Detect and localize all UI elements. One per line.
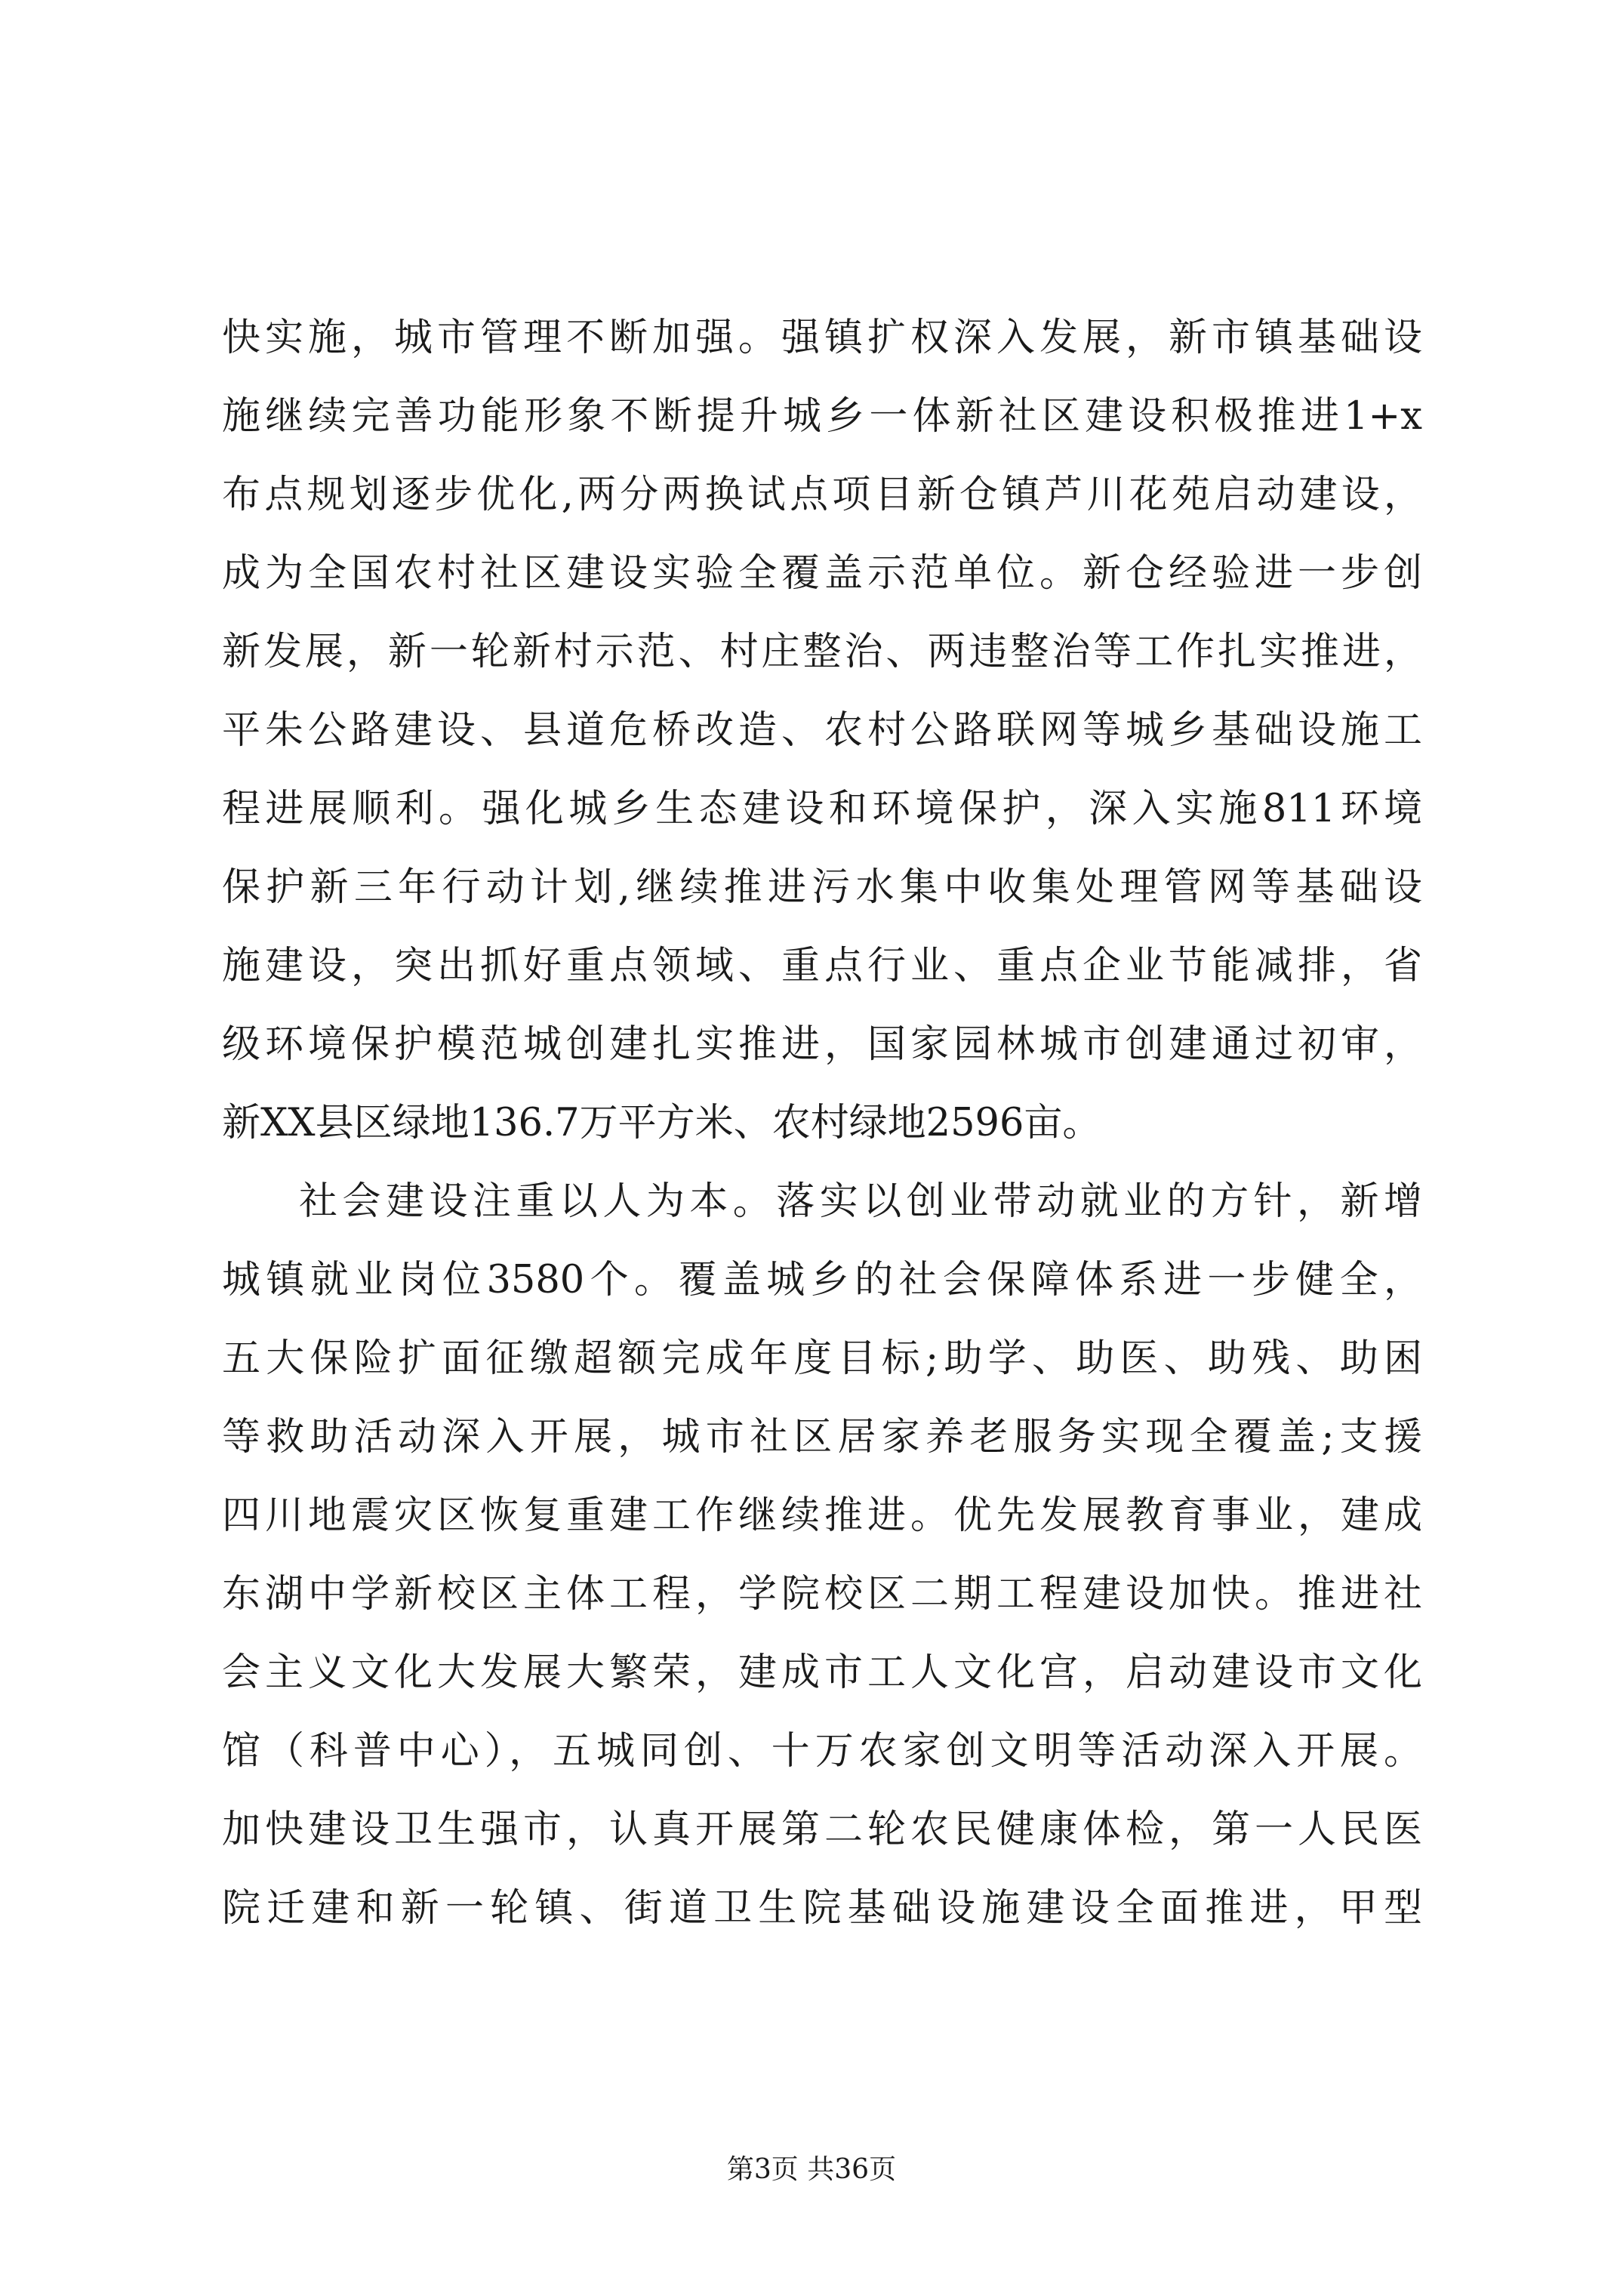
paragraph-1-line-8: 保护新三年行动计划,继续推进污水集中收集处理管网等基础设 xyxy=(222,865,1422,910)
paragraph-1-line-3: 布点规划逐步优化,两分两换试点项目新仓镇芦川花苑启动建设， xyxy=(222,473,1422,517)
paragraph-1-line-5: 新发展，新一轮新村示范、村庄整治、两违整治等工作扎实推进， xyxy=(222,630,1422,674)
paragraph-2-line-6: 东湖中学新校区主体工程，学院校区二期工程建设加快。推进社 xyxy=(222,1572,1422,1616)
paragraph-2-line-10: 院迁建和新一轮镇、街道卫生院基础设施建设全面推进，甲型 xyxy=(222,1886,1422,1931)
paragraph-1-line-6: 平朱公路建设、县道危桥改造、农村公路联网等城乡基础设施工 xyxy=(222,708,1422,753)
paragraph-2-line-1: 社会建设注重以人为本。落实以创业带动就业的方针，新增 xyxy=(299,1179,1422,1224)
paragraph-2-line-9: 加快建设卫生强市，认真开展第二轮农民健康体检，第一人民医 xyxy=(222,1808,1422,1852)
paragraph-1-line-11: 新XX县区绿地136.7万平方米、农村绿地2596亩。 xyxy=(222,1101,1101,1145)
paragraph-2-line-5: 四川地震灾区恢复重建工作继续推进。优先发展教育事业，建成 xyxy=(222,1493,1422,1538)
document-body xyxy=(222,299,1422,1948)
paragraph-2-line-4: 等救助活动深入开展，城市社区居家养老服务实现全覆盖;支援 xyxy=(222,1415,1422,1459)
paragraph-1-line-1: 快实施，城市管理不断加强。强镇扩权深入发展，新市镇基础设 xyxy=(222,316,1422,360)
paragraph-1-line-9: 施建设，突出抓好重点领域、重点行业、重点企业节能减排，省 xyxy=(222,944,1422,988)
paragraph-2-line-8: 馆（科普中心），五城同创、十万农家创文明等活动深入开展。 xyxy=(222,1729,1422,1774)
paragraph-1-line-7: 程进展顺利。强化城乡生态建设和环境保护，深入实施811环境 xyxy=(222,787,1422,831)
page-number-footer: 第3页 共36页 xyxy=(726,2154,897,2185)
paragraph-1-line-2: 施继续完善功能形象不断提升城乡一体新社区建设积极推进1+x xyxy=(222,394,1422,439)
paragraph-2-line-7: 会主义文化大发展大繁荣，建成市工人文化宫，启动建设市文化 xyxy=(222,1650,1422,1695)
paragraph-2-line-2: 城镇就业岗位3580个。覆盖城乡的社会保障体系进一步健全， xyxy=(222,1258,1422,1302)
paragraph-1-line-4: 成为全国农村社区建设实验全覆盖示范单位。新仓经验进一步创 xyxy=(222,551,1422,596)
paragraph-2-line-3: 五大保险扩面征缴超额完成年度目标;助学、助医、助残、助困 xyxy=(222,1336,1422,1381)
paragraph-1-line-10: 级环境保护模范城创建扎实推进，国家园林城市创建通过初审， xyxy=(222,1022,1422,1067)
